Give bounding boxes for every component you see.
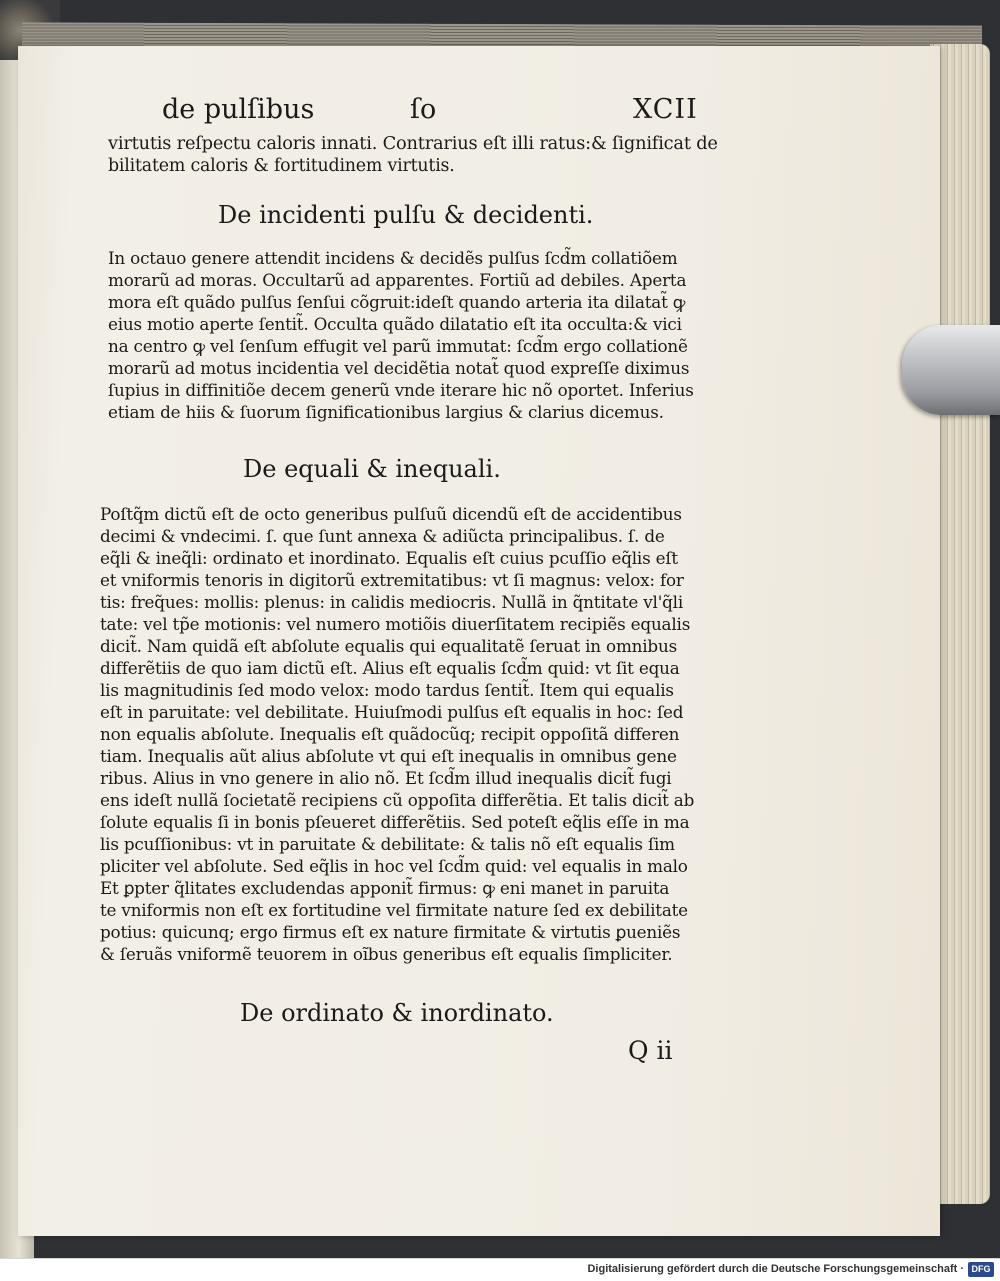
body-line: ſolute equalis ſi in bonis pſeueret differẽtiis. Sed poteſt eq̃lis eſſe in ma: [100, 812, 690, 832]
body-line: decimi & vndecimi. ſ. que ſunt annexa & adiũcta principalibus. ſ. de: [100, 526, 665, 546]
body-line: lis pcuſſionibus: vt in paruitate & debilitate: & talis nõ eſt equalis ſim: [100, 834, 675, 854]
body-line: ens ideſt nullã ſocietatẽ recipiens cũ oppoſita differẽtia. Et talis dicit̃ ab: [100, 790, 695, 810]
body-line: differẽtiis de quo iam dictũ eſt. Alius eſt equalis ſcd̃m quid: vt ſit equa: [100, 658, 680, 678]
body-line: mora eſt quãdo pulſus ſenſui cõgruit:ideſt quando arteria ita dilatat̃ ꝙ: [108, 292, 686, 312]
body-line: non equalis abſolute. Inequalis eſt quãdocũq; recipit oppoſitã differen: [100, 724, 680, 744]
body-line: Et ꝑpter q̃litates excludendas apponit̃ firmus: ꝙ eni manet in paruita: [100, 878, 670, 898]
running-head-left: de pulſibus: [162, 94, 315, 125]
section-heading: De equali & inequali.: [243, 455, 501, 483]
running-head-middle: ſo: [410, 94, 437, 125]
body-line: lis magnitudinis ſed modo velox: modo tardus ſentit̃. Item qui equalis: [100, 680, 674, 700]
body-line: tate: vel tp̃e motionis: vel numero motiõis diuerſitatem recipiẽs equalis: [100, 614, 691, 634]
body-line: eq̃li & ineq̃li: ordinato et inordinato. Equalis eſt cuius pcuſſio eq̃lis eſt: [100, 548, 678, 568]
body-line: Poſtq̃m dictũ eſt de octo generibus pulſuũ dicendũ eſt de accidentibus: [100, 504, 682, 524]
metal-page-clip: [902, 325, 1000, 415]
body-line: In octauo genere attendit incidens & decidẽs pulſus ſcd̃m collatiõem: [108, 248, 678, 268]
body-line: morarũ ad motus incidentia vel decidẽtia notat̃ quod expreſſe diximus: [108, 358, 690, 378]
body-line: na centro ꝙ vel ſenſum effugit vel parũ immutat: ſcd̃m ergo collationẽ: [108, 336, 688, 356]
body-line: pliciter vel abſolute. Sed eq̃lis in hoc vel ſcd̃m quid: vel equalis in malo: [100, 856, 688, 876]
digitization-footer: [0, 1258, 1000, 1281]
funding-credit: Digitalisierung gefördert durch die Deutsche Forschungsgemeinschaft ·: [587, 1263, 964, 1275]
body-line: virtutis reſpectu caloris innati. Contrarius eſt illi ratus:& ſignificat de: [108, 133, 718, 154]
body-line: tis: freq̃ues: mollis: plenus: in calidis mediocris. Nullã in q̃ntitate vl'q̃li: [100, 592, 683, 612]
body-line: eſt in paruitate: vel debilitate. Huiuſmodi pulſus eſt equalis in hoc: ſed: [100, 702, 684, 722]
section-heading: De incidenti pulſu & decidenti.: [218, 201, 594, 229]
body-line: bilitatem caloris & fortitudinem virtutis.: [108, 156, 455, 176]
body-line: & ſeruãs vniformẽ teuorem in oĩbus generibus eſt equalis ſimpliciter.: [100, 944, 673, 964]
body-line: eius motio aperte ſentit̃. Occulta quãdo dilatatio eſt ita occulta:& vici: [108, 314, 682, 334]
body-line: morarũ ad moras. Occultarũ ad apparentes. Fortiũ ad debiles. Aperta: [108, 270, 687, 290]
body-line: ſupius in diffinitiõe decem generũ vnde iterare hic nõ oportet. Inferius: [108, 380, 694, 400]
body-line: ribus. Alius in vno genere in alio nõ. Et ſcd̃m illud inequalis dicit̃ fugi: [100, 768, 672, 788]
section-heading: De ordinato & inordinato.: [240, 999, 554, 1027]
signature-mark: Q ii: [628, 1036, 673, 1065]
body-line: potius: quicunq; ergo firmus eſt ex nature firmitate & virtutis ꝑueniẽs: [100, 922, 681, 942]
body-line: te vniformis non eſt ex fortitudine vel firmitate nature ſed ex debilitate: [100, 900, 688, 920]
folio-number: XCII: [633, 94, 698, 125]
body-line: tiam. Inequalis aũt alius abſolute vt qui eſt inequalis in omnibus gene: [100, 746, 677, 766]
body-line: etiam de hiis & ſuorum ſignificationibus largius & clarius dicemus.: [108, 402, 664, 422]
dfg-logo-icon: DFG: [968, 1262, 994, 1277]
body-line: dicit̃. Nam quidã eſt abſolute equalis qui equalitatẽ ſeruat in omnibus: [100, 636, 677, 656]
body-line: et vniformis tenoris in digitorũ extremitatibus: vt ſi magnus: velox: for: [100, 570, 684, 590]
